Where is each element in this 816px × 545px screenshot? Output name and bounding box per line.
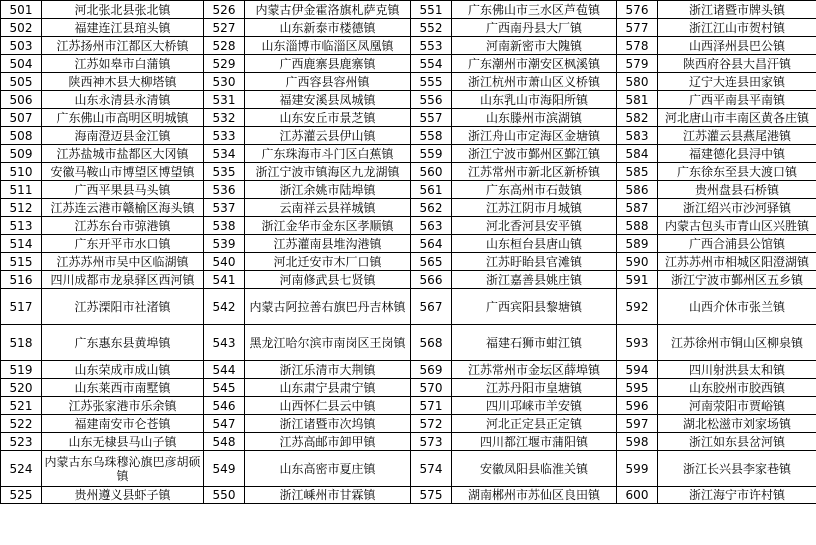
- town-number-cell: 510: [1, 163, 42, 181]
- town-number-cell: 520: [1, 379, 42, 397]
- town-number-cell: 523: [1, 433, 42, 451]
- town-name-cell: 广东珠海市斗门区白蕉镇: [245, 145, 411, 163]
- town-name-cell: 江苏灌南县堆沟港镇: [245, 235, 411, 253]
- town-name-cell: 江苏张家港市乐余镇: [42, 397, 204, 415]
- town-name-cell: 山东高密市夏庄镇: [245, 451, 411, 487]
- town-number-cell: 559: [411, 145, 452, 163]
- town-number-cell: 561: [411, 181, 452, 199]
- town-number-cell: 572: [411, 415, 452, 433]
- town-name-cell: 海南澄迈县金江镇: [42, 127, 204, 145]
- table-row: [1, 181, 816, 199]
- town-number-cell: 585: [617, 163, 658, 181]
- town-name-cell: 山东淄博市临淄区凤凰镇: [245, 37, 411, 55]
- table-row: [1, 271, 816, 289]
- town-name-cell: 河北迁安市木厂口镇: [245, 253, 411, 271]
- town-name-cell: 浙江金华市金东区孝顺镇: [245, 217, 411, 235]
- town-number-cell: 568: [411, 325, 452, 361]
- town-name-cell: 山东无棣县马山子镇: [42, 433, 204, 451]
- town-number-cell: 527: [204, 19, 245, 37]
- town-name-cell: 江苏高邮市卸甲镇: [245, 433, 411, 451]
- town-number-cell: 513: [1, 217, 42, 235]
- town-number-cell: 557: [411, 109, 452, 127]
- town-number-cell: 581: [617, 91, 658, 109]
- town-number-cell: 521: [1, 397, 42, 415]
- town-name-cell: 浙江嘉善县姚庄镇: [452, 271, 617, 289]
- town-number-cell: 591: [617, 271, 658, 289]
- town-number-cell: 549: [204, 451, 245, 487]
- town-name-cell: 广西合浦县公馆镇: [658, 235, 816, 253]
- town-number-cell: 577: [617, 19, 658, 37]
- town-name-cell: 浙江如东县岔河镇: [658, 433, 816, 451]
- town-number-cell: 515: [1, 253, 42, 271]
- town-name-cell: 河南修武县七贤镇: [245, 271, 411, 289]
- town-number-cell: 593: [617, 325, 658, 361]
- town-number-cell: 582: [617, 109, 658, 127]
- town-name-cell: 云南祥云县祥城镇: [245, 199, 411, 217]
- table-row: [1, 289, 816, 325]
- town-number-cell: 548: [204, 433, 245, 451]
- town-number-cell: 517: [1, 289, 42, 325]
- town-number-cell: 563: [411, 217, 452, 235]
- town-name-cell: 广西鹿寨县鹿寨镇: [245, 55, 411, 73]
- town-number-cell: 539: [204, 235, 245, 253]
- town-name-cell: 河北张北县张北镇: [42, 1, 204, 19]
- town-name-cell: 江苏东台市弶港镇: [42, 217, 204, 235]
- town-name-cell: 四川都江堰市蒲阳镇: [452, 433, 617, 451]
- town-number-cell: 531: [204, 91, 245, 109]
- town-name-cell: 贵州盘县石桥镇: [658, 181, 816, 199]
- town-name-cell: 浙江绍兴市沙河驿镇: [658, 199, 816, 217]
- town-number-cell: 511: [1, 181, 42, 199]
- town-name-cell: 内蒙古伊金霍洛旗札萨克镇: [245, 1, 411, 19]
- town-number-cell: 508: [1, 127, 42, 145]
- town-number-cell: 565: [411, 253, 452, 271]
- town-number-cell: 543: [204, 325, 245, 361]
- town-number-cell: 571: [411, 397, 452, 415]
- town-number-cell: 560: [411, 163, 452, 181]
- town-number-cell: 569: [411, 361, 452, 379]
- town-name-cell: 河南荥阳市贾峪镇: [658, 397, 816, 415]
- town-number-cell: 584: [617, 145, 658, 163]
- town-name-cell: 江苏如皋市白蒲镇: [42, 55, 204, 73]
- town-number-cell: 505: [1, 73, 42, 91]
- town-number-cell: 536: [204, 181, 245, 199]
- town-number-cell: 594: [617, 361, 658, 379]
- table-row: [1, 163, 816, 181]
- town-name-cell: 江苏江阴市月城镇: [452, 199, 617, 217]
- town-name-cell: 安徽马鞍山市博望区博望镇: [42, 163, 204, 181]
- town-name-cell: 山东肃宁县肃宁镇: [245, 379, 411, 397]
- town-name-cell: 浙江嵊州市甘霖镇: [245, 487, 411, 504]
- table-row: [1, 361, 816, 379]
- town-number-cell: 529: [204, 55, 245, 73]
- town-name-cell: 江苏常州市金坛区薛埠镇: [452, 361, 617, 379]
- town-name-cell: 浙江江山市贺村镇: [658, 19, 816, 37]
- town-name-cell: 山东乳山市海阳所镇: [452, 91, 617, 109]
- town-number-cell: 504: [1, 55, 42, 73]
- town-number-cell: 595: [617, 379, 658, 397]
- town-name-cell: 内蒙古阿拉善右旗巴丹吉林镇: [245, 289, 411, 325]
- town-number-cell: 574: [411, 451, 452, 487]
- town-number-cell: 555: [411, 73, 452, 91]
- town-number-cell: 576: [617, 1, 658, 19]
- town-number-cell: 558: [411, 127, 452, 145]
- town-number-cell: 534: [204, 145, 245, 163]
- town-name-cell: 河南新密市大隗镇: [452, 37, 617, 55]
- town-name-cell: 广西南丹县大厂镇: [452, 19, 617, 37]
- town-name-cell: 河北唐山市丰南区黄各庄镇: [658, 109, 816, 127]
- table-row: [1, 235, 816, 253]
- town-name-cell: 山东安丘市景芝镇: [245, 109, 411, 127]
- town-number-cell: 545: [204, 379, 245, 397]
- town-name-cell: 广西平南县平南镇: [658, 91, 816, 109]
- table-row: [1, 379, 816, 397]
- table-row: [1, 487, 816, 504]
- town-name-cell: 山西怀仁县云中镇: [245, 397, 411, 415]
- town-name-cell: 湖北松滋市刘家场镇: [658, 415, 816, 433]
- table-row: [1, 415, 816, 433]
- town-name-cell: 江苏常州市新北区新桥镇: [452, 163, 617, 181]
- town-number-cell: 503: [1, 37, 42, 55]
- town-number-cell: 528: [204, 37, 245, 55]
- town-number-cell: 583: [617, 127, 658, 145]
- town-number-cell: 562: [411, 199, 452, 217]
- town-name-cell: 浙江杭州市萧山区义桥镇: [452, 73, 617, 91]
- town-number-cell: 546: [204, 397, 245, 415]
- town-name-cell: 辽宁大连县田家镇: [658, 73, 816, 91]
- town-name-cell: 山东莱西市南墅镇: [42, 379, 204, 397]
- table-row: [1, 253, 816, 271]
- town-number-cell: 533: [204, 127, 245, 145]
- town-number-cell: 599: [617, 451, 658, 487]
- town-name-cell: 福建德化县浔中镇: [658, 145, 816, 163]
- town-name-cell: 浙江乐清市大荆镇: [245, 361, 411, 379]
- town-name-cell: 山东荣成市成山镇: [42, 361, 204, 379]
- town-name-cell: 安徽凤阳县临淮关镇: [452, 451, 617, 487]
- town-name-cell: 山西泽州县巴公镇: [658, 37, 816, 55]
- town-name-cell: 浙江诸暨市次坞镇: [245, 415, 411, 433]
- town-number-cell: 600: [617, 487, 658, 504]
- town-name-cell: 山东永清县永清镇: [42, 91, 204, 109]
- table-row: [1, 127, 816, 145]
- table-row: [1, 37, 816, 55]
- town-name-cell: 江苏丹阳市皇塘镇: [452, 379, 617, 397]
- town-name-cell: 内蒙古东乌珠穆沁旗巴彦胡硕镇: [42, 451, 204, 487]
- town-name-cell: 福建安溪县凤城镇: [245, 91, 411, 109]
- town-name-cell: 江苏连云港市赣榆区海头镇: [42, 199, 204, 217]
- town-name-cell: 江苏溧阳市社渚镇: [42, 289, 204, 325]
- table-row: [1, 109, 816, 127]
- town-number-cell: 597: [617, 415, 658, 433]
- town-number-cell: 519: [1, 361, 42, 379]
- town-number-cell: 567: [411, 289, 452, 325]
- town-number-cell: 512: [1, 199, 42, 217]
- town-name-cell: 广东高州市石鼓镇: [452, 181, 617, 199]
- town-name-cell: 浙江舟山市定海区金塘镇: [452, 127, 617, 145]
- town-name-cell: 广西平果县马头镇: [42, 181, 204, 199]
- town-name-cell: 四川邛崃市羊安镇: [452, 397, 617, 415]
- town-number-cell: 598: [617, 433, 658, 451]
- town-number-cell: 507: [1, 109, 42, 127]
- town-number-cell: 588: [617, 217, 658, 235]
- town-name-cell: 浙江宁波市镇海区九龙湖镇: [245, 163, 411, 181]
- town-name-cell: 四川成都市龙泉驿区西河镇: [42, 271, 204, 289]
- town-number-cell: 592: [617, 289, 658, 325]
- table-row: [1, 19, 816, 37]
- town-number-cell: 516: [1, 271, 42, 289]
- town-name-cell: 浙江长兴县李家巷镇: [658, 451, 816, 487]
- town-name-cell: 山东胶州市胶西镇: [658, 379, 816, 397]
- town-name-cell: 江苏灌云县伊山镇: [245, 127, 411, 145]
- town-number-cell: 532: [204, 109, 245, 127]
- town-number-cell: 522: [1, 415, 42, 433]
- town-number-cell: 579: [617, 55, 658, 73]
- town-name-cell: 福建南安市仑苍镇: [42, 415, 204, 433]
- town-number-cell: 587: [617, 199, 658, 217]
- town-number-cell: 525: [1, 487, 42, 504]
- table-row: [1, 55, 816, 73]
- table-row: [1, 145, 816, 163]
- town-number-cell: 514: [1, 235, 42, 253]
- town-name-cell: 山西介休市张兰镇: [658, 289, 816, 325]
- table-row: [1, 451, 816, 487]
- town-number-cell: 554: [411, 55, 452, 73]
- town-number-cell: 547: [204, 415, 245, 433]
- town-name-cell: 浙江宁波市鄞州区五乡镇: [658, 271, 816, 289]
- town-number-cell: 537: [204, 199, 245, 217]
- table-row: [1, 199, 816, 217]
- town-name-cell: 河北香河县安平镇: [452, 217, 617, 235]
- town-number-cell: 573: [411, 433, 452, 451]
- town-name-cell: 江苏盐城市盐都区大冈镇: [42, 145, 204, 163]
- town-number-cell: 586: [617, 181, 658, 199]
- town-name-cell: 浙江宁波市鄞州区鄞江镇: [452, 145, 617, 163]
- town-name-cell: 广西宾阳县黎塘镇: [452, 289, 617, 325]
- town-number-cell: 535: [204, 163, 245, 181]
- town-name-cell: 广西容县容州镇: [245, 73, 411, 91]
- town-number-cell: 501: [1, 1, 42, 19]
- town-number-cell: 589: [617, 235, 658, 253]
- town-name-cell: 山东桓台县唐山镇: [452, 235, 617, 253]
- town-name-cell: 福建连江县琯头镇: [42, 19, 204, 37]
- town-number-cell: 530: [204, 73, 245, 91]
- town-name-cell: 福建石狮市蚶江镇: [452, 325, 617, 361]
- town-name-cell: 陕西府谷县大昌汗镇: [658, 55, 816, 73]
- town-number-cell: 580: [617, 73, 658, 91]
- table-row: [1, 91, 816, 109]
- town-number-cell: 566: [411, 271, 452, 289]
- table-row: [1, 325, 816, 361]
- town-number-cell: 538: [204, 217, 245, 235]
- town-number-cell: 524: [1, 451, 42, 487]
- town-name-cell: 江苏灌云县燕尾港镇: [658, 127, 816, 145]
- town-name-cell: 广东开平市水口镇: [42, 235, 204, 253]
- town-name-cell: 江苏苏州市相城区阳澄湖镇: [658, 253, 816, 271]
- town-number-cell: 526: [204, 1, 245, 19]
- town-name-cell: 广东徐东至县大渡口镇: [658, 163, 816, 181]
- town-number-cell: 556: [411, 91, 452, 109]
- town-name-cell: 山东滕州市滨湖镇: [452, 109, 617, 127]
- table-row: [1, 397, 816, 415]
- table-row: [1, 73, 816, 91]
- town-number-cell: 564: [411, 235, 452, 253]
- town-number-cell: 506: [1, 91, 42, 109]
- town-name-cell: 浙江诸暨市牌头镇: [658, 1, 816, 19]
- town-name-cell: 黑龙江哈尔滨市南岗区王岗镇: [245, 325, 411, 361]
- town-number-cell: 540: [204, 253, 245, 271]
- town-number-cell: 551: [411, 1, 452, 19]
- town-name-cell: 广东潮州市潮安区枫溪镇: [452, 55, 617, 73]
- town-number-cell: 502: [1, 19, 42, 37]
- town-name-cell: 江苏盱眙县官滩镇: [452, 253, 617, 271]
- town-number-cell: 578: [617, 37, 658, 55]
- town-number-cell: 590: [617, 253, 658, 271]
- town-number-cell: 575: [411, 487, 452, 504]
- town-name-cell: 广东佛山市三水区芦苞镇: [452, 1, 617, 19]
- town-name-cell: 江苏扬州市江都区大桥镇: [42, 37, 204, 55]
- town-number-cell: 544: [204, 361, 245, 379]
- town-number-cell: 596: [617, 397, 658, 415]
- town-name-cell: 贵州遵义县虾子镇: [42, 487, 204, 504]
- town-number-cell: 570: [411, 379, 452, 397]
- town-number-cell: 552: [411, 19, 452, 37]
- town-number-cell: 541: [204, 271, 245, 289]
- town-name-cell: 山东新泰市楼德镇: [245, 19, 411, 37]
- town-name-cell: 浙江余姚市陆埠镇: [245, 181, 411, 199]
- town-name-cell: 四川射洪县太和镇: [658, 361, 816, 379]
- town-number-cell: 542: [204, 289, 245, 325]
- town-name-cell: 陕西神木县大柳塔镇: [42, 73, 204, 91]
- table-row: [1, 1, 816, 19]
- town-name-cell: 广东惠东县黄埠镇: [42, 325, 204, 361]
- town-name-cell: 江苏徐州市铜山区柳泉镇: [658, 325, 816, 361]
- table-row: [1, 433, 816, 451]
- town-name-cell: 浙江海宁市许村镇: [658, 487, 816, 504]
- town-name-cell: 湖南郴州市苏仙区良田镇: [452, 487, 617, 504]
- town-number-cell: 553: [411, 37, 452, 55]
- town-number-cell: 550: [204, 487, 245, 504]
- town-number-cell: 509: [1, 145, 42, 163]
- table-row: [1, 217, 816, 235]
- town-name-cell: 广东佛山市高明区明城镇: [42, 109, 204, 127]
- town-name-cell: 河北正定县正定镇: [452, 415, 617, 433]
- town-number-cell: 518: [1, 325, 42, 361]
- town-name-cell: 内蒙古包头市青山区兴胜镇: [658, 217, 816, 235]
- town-name-cell: 江苏苏州市吴中区临湖镇: [42, 253, 204, 271]
